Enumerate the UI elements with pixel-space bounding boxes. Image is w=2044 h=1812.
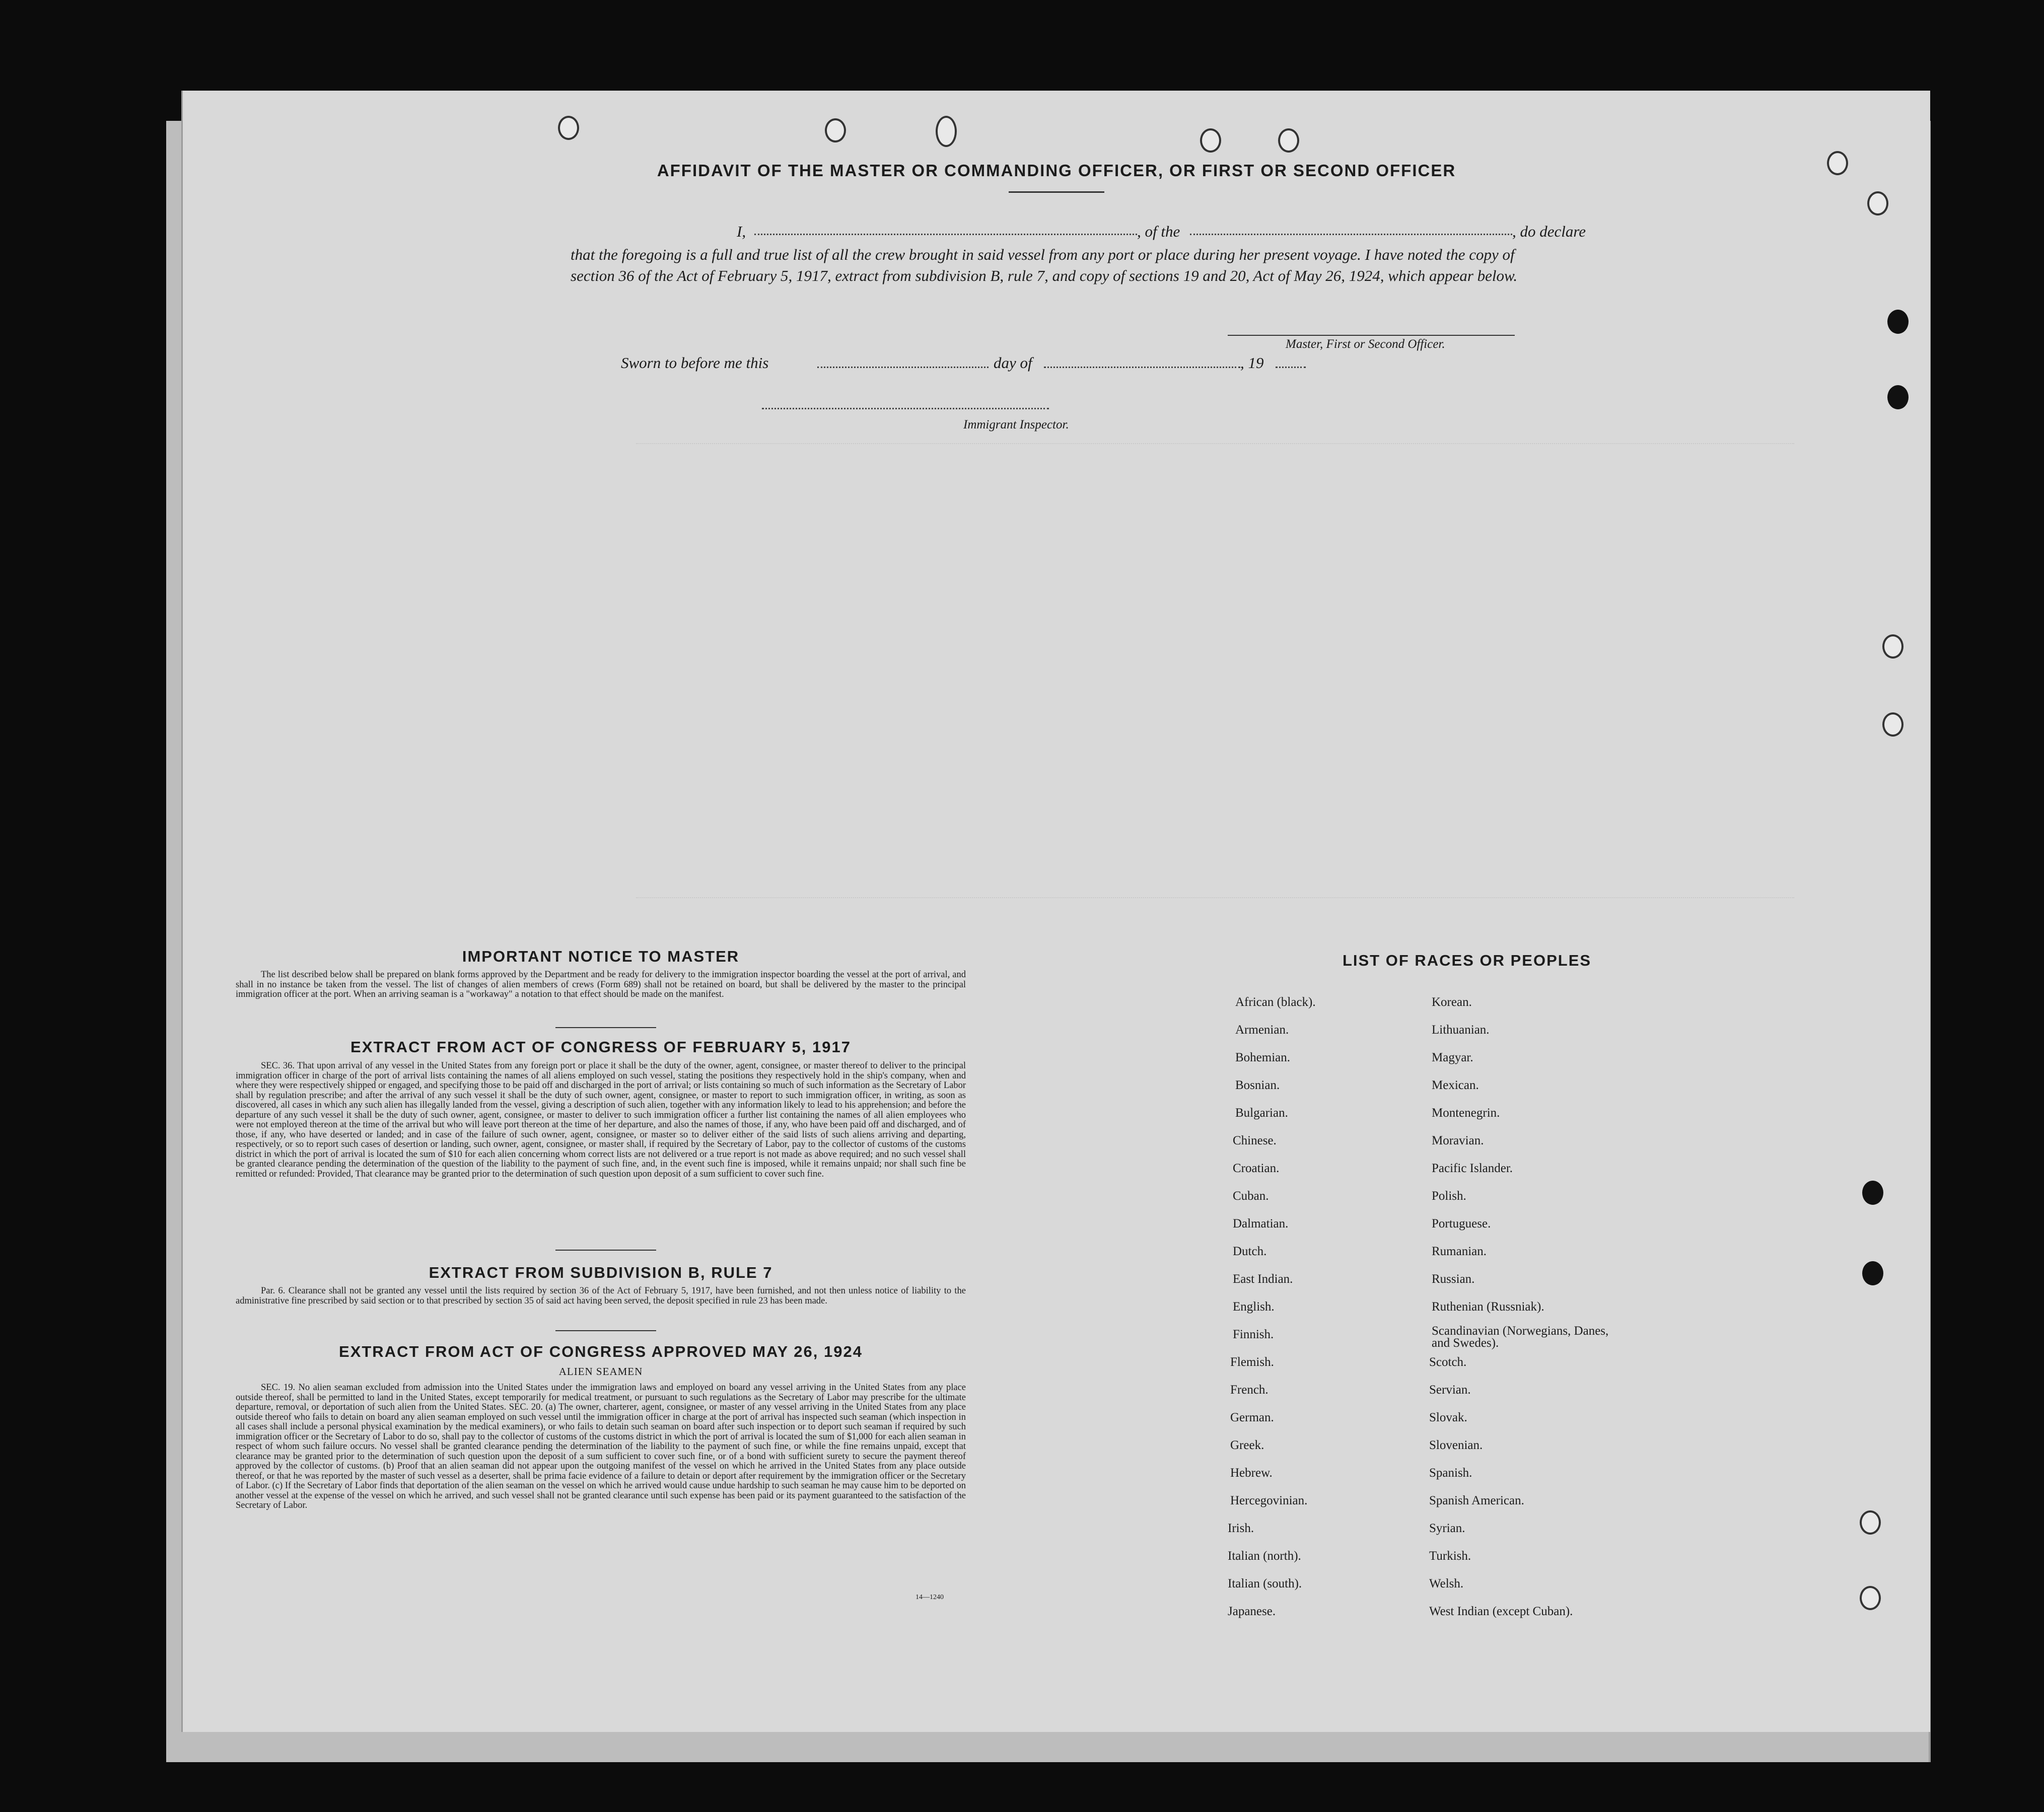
- race-item: Italian (north).: [1228, 1549, 1301, 1563]
- form-number: 14—1240: [915, 1593, 944, 1601]
- punch-hole-icon: [1862, 1261, 1883, 1285]
- punch-hole-icon: [1867, 191, 1888, 215]
- race-item: Welsh.: [1429, 1577, 1464, 1590]
- race-item: Scandinavian (Norwegians, Danes, and Swedes).: [1432, 1324, 1609, 1350]
- year-label: , 19: [1240, 354, 1264, 372]
- race-item: Magyar.: [1432, 1051, 1473, 1064]
- punch-hole-icon: [1200, 128, 1221, 153]
- extract-rule7-text: Par. 6. Clearance shall not be granted any vessel until the lists required by section 36 of the Act of February 5, 1917, have been furnished, and not then unless notice of liability to the administrative fine prescribed by said section or to that prescribed by section 35 of said act having been served, the deposit specified in rule 23 has been made.: [236, 1286, 966, 1306]
- race-item: Bulgarian.: [1235, 1106, 1288, 1120]
- race-item: Japanese.: [1228, 1605, 1276, 1618]
- race-item: Syrian.: [1429, 1521, 1465, 1535]
- punch-hole-icon: [1882, 712, 1904, 737]
- race-item: Spanish.: [1429, 1466, 1472, 1480]
- notice-title: IMPORTANT NOTICE TO MASTER: [462, 948, 740, 965]
- alien-seamen-subtitle: ALIEN SEAMEN: [558, 1365, 643, 1378]
- race-item: Chinese.: [1233, 1134, 1277, 1147]
- punch-hole-icon: [558, 116, 579, 140]
- race-item: Dalmatian.: [1233, 1217, 1289, 1230]
- year-blank: [1276, 367, 1306, 368]
- race-item: Hercegovinian.: [1230, 1494, 1308, 1507]
- extract-1917-text: SEC. 36. That upon arrival of any vessel in the United States from any foreign port or place it shall be the duty of the owner, agent, consignee, or master thereof to deliver to the principal immigration officer in charge of the port of arrival lists containing the names of all aliens employed on such vessel, stating the positions they respectively hold in the ship's company, when and where they were respectively shipped or engaged, and specifying those to be paid off and discharged in the port of arrival; or lists containing so much of such information as the Secretary of Labor shall by regulation prescribe; and after the arrival of any such vessel it shall be the duty of such owner, agent, consignee, or master to report to such immigration officer, in writing, as soon as discovered, all cases in which any such alien has illegally landed from the vessel, giving a description of such alien, together with any information likely to lead to his apprehension; and before the departure of any such vessel it shall be the duty of such owner, agent, consignee, or master to deliver to such immigration officer a further list containing the names of all alien employees who were not employed thereon at the time of the arrival but who will leave port thereon at the time of her departure, and also the names of those, if any, who have been paid off and discharged, and of those, if any, who have deserted or landed; and in case of the failure of such owner, agent, consignee, or master so to deliver either of the said lists of such aliens arriving and departing, respectively, or so to report such cases of desertion or landing, such owner, agent, consignee, or master shall, if required by the Secretary of Labor, pay to the collector of customs of the customs district in which the port of arrival is located the sum of $10 for each alien concerning whom correct lists are not delivered or a true report is not made as above required; and no such vessel shall be granted clearance pending the determination of the question of the liability to the payment of such fine, and, in the event such fine is imposed, while it remains unpaid; nor shall such fine be remitted or refunded: Provided, That clearance may be granted prior to the determination of such question upon deposit of a sum sufficient to cover such fine.: [236, 1061, 966, 1179]
- extract-rule7-title: EXTRACT FROM SUBDIVISION B, RULE 7: [429, 1264, 773, 1281]
- extract-1917-title: EXTRACT FROM ACT OF CONGRESS OF FEBRUARY 5, 1917: [350, 1038, 851, 1056]
- sworn-label: Sworn to before me this: [621, 354, 769, 372]
- extract-rule7-rule: [555, 1330, 656, 1331]
- extract-1924-title: EXTRACT FROM ACT OF CONGRESS APPROVED MAY 26, 1924: [339, 1343, 863, 1360]
- signature-caption: Master, First or Second Officer.: [1286, 337, 1445, 351]
- extract-1917-rule: [555, 1250, 656, 1251]
- race-item: Italian (south).: [1228, 1577, 1302, 1590]
- do-declare-label: , do declare: [1512, 223, 1586, 240]
- race-item: Korean.: [1432, 995, 1472, 1009]
- race-item: Montenegrin.: [1432, 1106, 1500, 1120]
- race-item: Croatian.: [1233, 1162, 1280, 1175]
- punch-hole-icon: [1887, 385, 1909, 409]
- race-item: Hebrew.: [1230, 1466, 1273, 1480]
- extract-1924-text: SEC. 19. No alien seaman excluded from admission into the United States under the immigration laws and employed on board any vessel arriving in the United States from any place outside thereof, shall be permitted to land in the United States, except temporarily for medical treatment, or pursuant to such regulations as the Secretary of Labor may prescribe for the ultimate departure, removal, or deportation of such alien from the United States. SEC. 20. (a) The owner, charterer, agent, consignee, or master of any vessel arriving in the United States from any place outside thereof who fails to detain on board any alien seaman employed on such vessel until the immigration officer in charge at the port of arrival has inspected such seaman (which inspection in all cases shall include a personal physical examination by the medical examiners), or who fails to detain such seaman on board after such inspection or to deport such seaman if required by such immigration officer or the Secretary of Labor to do so, shall pay to the collector of customs of the customs district in which the port of arrival is located the sum of $1,000 for each alien seaman in respect of whom such failure occurs. No vessel shall be granted clearance pending the determination of the liability to the payment of such fine, or while the fine remains unpaid, except that clearance may be granted prior to the determination of such question upon the deposit of a sum sufficient to cover such fine, or of a bond with sufficient surety to secure the payment thereof approved by the collector of customs. (b) Proof that an alien seaman did not appear upon the outgoing manifest of the vessel on which he arrived in the United States from any place outside thereof, or that he was reported by the master of such vessel as a deserter, shall be prima facie evidence of a failure to detain or deport after requirement by the immigration officer or the Secretary of Labor. (c) If the Secretary of Labor finds that deportation of the alien seaman on the vessel on which he arrived would cause undue hardship to such seaman he may cause him to be deported on another vessel at the expense of the vessel on which he arrived, and such vessel shall not be granted clearance until such expense has been paid or its payment guaranteed to the satisfaction of the Secretary of Labor.: [236, 1383, 966, 1510]
- race-item: African (black).: [1235, 995, 1316, 1009]
- punch-hole-icon: [1860, 1586, 1881, 1610]
- race-item: Cuban.: [1233, 1189, 1269, 1203]
- race-item: French.: [1230, 1383, 1268, 1397]
- race-item: Lithuanian.: [1432, 1023, 1490, 1037]
- race-item: East Indian.: [1233, 1272, 1293, 1286]
- races-title: LIST OF RACES OR PEOPLES: [1342, 952, 1592, 969]
- race-item: Moravian.: [1432, 1134, 1484, 1147]
- race-item: Armenian.: [1235, 1023, 1289, 1037]
- punch-hole-icon: [825, 118, 846, 142]
- race-item: Finnish.: [1233, 1328, 1274, 1341]
- punch-hole-icon: [1882, 634, 1904, 659]
- race-item: English.: [1233, 1300, 1275, 1314]
- punch-hole-icon: [1278, 128, 1299, 153]
- race-item: Russian.: [1432, 1272, 1475, 1286]
- race-item: Turkish.: [1429, 1549, 1471, 1563]
- signature-line: [1228, 335, 1515, 336]
- punch-hole-icon: [1860, 1510, 1881, 1535]
- inspector-caption: Immigrant Inspector.: [963, 418, 1069, 431]
- race-item: Ruthenian (Russniak).: [1432, 1300, 1544, 1314]
- i-label: I,: [737, 223, 746, 240]
- race-item: Polish.: [1432, 1189, 1466, 1203]
- race-item: Spanish American.: [1429, 1494, 1524, 1507]
- affidavit-title: AFFIDAVIT OF THE MASTER OR COMMANDING OFFICER, OR FIRST OR SECOND OFFICER: [657, 161, 1456, 180]
- race-item: Pacific Islander.: [1432, 1162, 1513, 1175]
- name-blank: [754, 234, 1137, 235]
- race-item: Greek.: [1230, 1438, 1264, 1452]
- punch-hole-icon: [936, 116, 957, 147]
- race-item: Slovak.: [1429, 1411, 1467, 1424]
- race-item: Mexican.: [1432, 1078, 1479, 1092]
- race-item: Bohemian.: [1235, 1051, 1291, 1064]
- document-page: [181, 91, 1930, 1732]
- race-item: West Indian (except Cuban).: [1429, 1605, 1573, 1618]
- day-blank: [817, 367, 989, 368]
- inspector-signature-line: [762, 408, 1049, 409]
- month-blank: [1044, 367, 1240, 368]
- punch-hole-icon: [1887, 310, 1909, 334]
- race-item: Slovenian.: [1429, 1438, 1483, 1452]
- race-item: Rumanian.: [1432, 1245, 1487, 1258]
- notice-rule: [555, 1027, 656, 1028]
- declaration-text: that the foregoing is a full and true list of all the crew brought in said vessel from any port or place during her present voyage. I have noted the copy of section 36 of the Act of February 5, 1917, extract from subdivision B, rule 7, and copy of sections 19 and 20, Act of May 26, 1924, which appear below.: [571, 246, 1518, 284]
- race-item: Servian.: [1429, 1383, 1471, 1397]
- race-item: Bosnian.: [1235, 1078, 1280, 1092]
- bleed-through-marks: [636, 443, 1794, 896]
- title-rule: [1009, 191, 1104, 193]
- race-item: Portuguese.: [1432, 1217, 1491, 1230]
- race-item: Dutch.: [1233, 1245, 1267, 1258]
- race-item: Scotch.: [1429, 1355, 1467, 1369]
- of-the-label: , of the: [1137, 223, 1180, 240]
- day-of-label: day of: [994, 354, 1032, 372]
- race-item: German.: [1230, 1411, 1274, 1424]
- notice-text: The list described below shall be prepared on blank forms approved by the Department and be ready for delivery to the immigration inspector boarding the vessel at the port of arrival, and shall in no instance be taken from the vessel. The list of changes of alien members of crews (Form 689) shall not be retained on board, but shall be delivered by the master to the principal immigration officer at the port. When an arriving seaman is a "workaway" a notation to that effect should be made on the manifest.: [236, 970, 966, 999]
- punch-hole-icon: [1862, 1181, 1883, 1205]
- race-item: Flemish.: [1230, 1355, 1274, 1369]
- race-item: Irish.: [1228, 1521, 1254, 1535]
- vessel-blank: [1190, 234, 1512, 235]
